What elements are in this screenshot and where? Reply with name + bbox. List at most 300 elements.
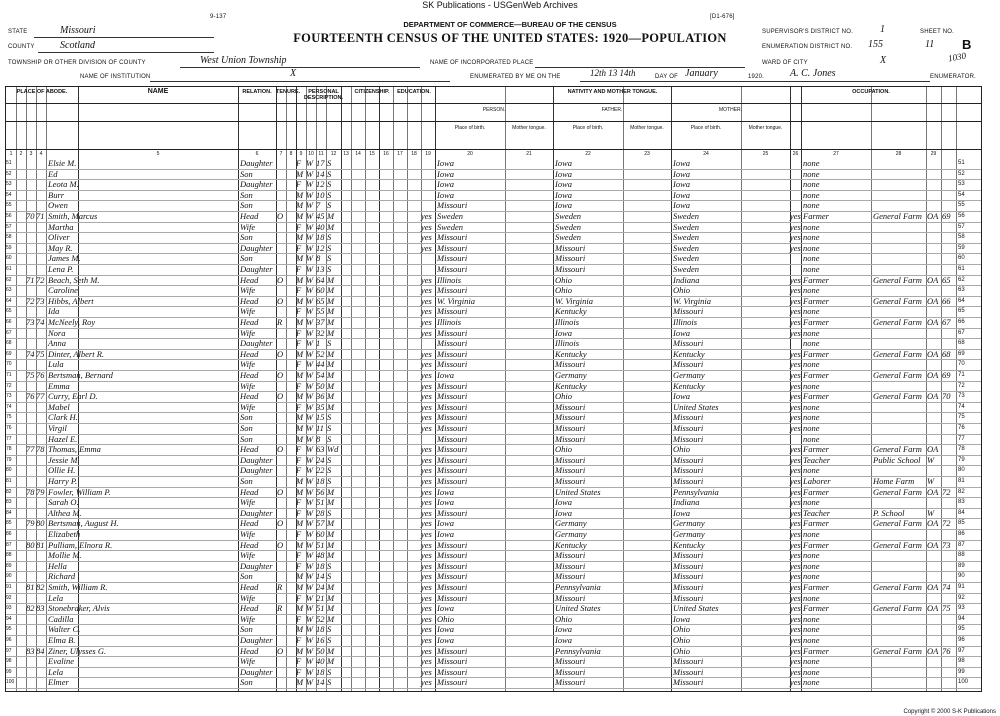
cell-marital: S (327, 423, 332, 433)
cell-sex: M (296, 168, 304, 179)
cell-sex: F (296, 444, 302, 455)
cell-marital: M (327, 295, 335, 306)
cell-mbirth: Iowa (673, 507, 690, 518)
cell-relation: Wife (240, 327, 256, 338)
cell-birth: Missouri (437, 401, 468, 412)
cell-marital: S (327, 200, 332, 211)
table-row (6, 583, 981, 592)
cell-occupation: none (803, 253, 820, 264)
table-row (6, 657, 981, 666)
cell-fbirth: Missouri (555, 242, 586, 253)
cell-emp: OA (927, 486, 939, 497)
cell-english: yes (421, 486, 432, 497)
cell-english: yes (790, 232, 801, 243)
cell-sex: M (296, 274, 304, 285)
cell-sex: M (296, 423, 304, 433)
cell-english: yes (790, 550, 801, 561)
cell-fbirth: Ohio (555, 613, 572, 624)
cell-english: yes (421, 444, 432, 455)
cell-occupation: Farmer (803, 582, 829, 592)
cell-english: yes (421, 592, 432, 603)
cell-sex: F (296, 613, 302, 624)
sheet-label: SHEET NO. (920, 29, 955, 35)
cell-english: yes (790, 242, 801, 253)
copyright-line: Copyright © 2000 S-K Publications (903, 709, 996, 715)
cell-age: 50 (316, 380, 325, 391)
cell-occupation: none (803, 571, 820, 582)
cell-name: Bertsman, Bernard (48, 370, 113, 380)
cell-industry: General Farm (873, 370, 922, 380)
cell-fbirth: Pennsylvania (555, 582, 601, 592)
cell-occupation: none (803, 433, 820, 444)
cell-occupation: none (803, 529, 820, 539)
cell-fbirth: Germany (555, 518, 587, 529)
cell-relation: Son (240, 253, 253, 264)
cell-english: yes (421, 635, 432, 645)
cell-birth: Ohio (437, 613, 454, 624)
cell-relation: Daughter (240, 560, 273, 571)
cell-occupation: none (803, 677, 820, 688)
township-value: West Union Township (200, 55, 287, 66)
cell-race: W (306, 370, 314, 380)
cell-birth: Missouri (437, 592, 468, 603)
column-number: 4 (39, 151, 43, 157)
cell-occupation: none (803, 338, 820, 349)
cell-english: yes (421, 370, 432, 380)
cell-mbirth: Sweden (673, 211, 699, 221)
cell-relation: Daughter (240, 338, 273, 349)
cell-mbirth: Kentucky (673, 539, 705, 550)
table-row (6, 594, 981, 603)
cell-birth: W. Virginia (437, 295, 475, 306)
cell-sex: F (296, 285, 302, 296)
cell-marital: M (327, 401, 335, 412)
line-number: 98 (6, 658, 12, 665)
column-number: 29 (930, 151, 937, 157)
cell-birth: Iowa (437, 189, 454, 200)
cell-marital: M (327, 529, 335, 539)
cell-mbirth: Kentucky (673, 348, 705, 359)
watermark-bar: SK Publications - USGenWeb Archives (422, 0, 578, 10)
cell-farm: 72 (942, 518, 951, 529)
cell-sex: F (296, 179, 302, 190)
cell-industry: General Farm (873, 645, 922, 656)
table-row (6, 625, 981, 634)
cell-english: yes (421, 656, 432, 667)
cell-english: yes (421, 401, 432, 412)
table-row (6, 636, 981, 645)
cell-occupation: none (803, 232, 820, 243)
cell-tenure: O (277, 370, 284, 380)
cell-english: yes (421, 603, 432, 614)
cell-fbirth: Iowa (555, 189, 572, 200)
cell-occupation: none (803, 465, 820, 476)
cell-emp: OA (927, 317, 939, 327)
cell-birth: Iowa (437, 603, 454, 614)
cell-industry: Home Farm (873, 476, 915, 486)
cell-farm: 66 (942, 295, 951, 306)
cell-mbirth: United States (673, 603, 719, 614)
cell-name: Ida (48, 306, 60, 317)
cell-birth: Missouri (437, 200, 468, 211)
line-number: 52 (958, 170, 965, 177)
cell-age: 21 (316, 592, 325, 603)
cell-name: Clark H. (48, 412, 78, 423)
cell-mbirth: Iowa (673, 158, 690, 168)
cell-sex: M (296, 391, 304, 402)
cell-name: Thomas, Emma (48, 444, 101, 455)
cell-english: yes (790, 677, 801, 688)
cell-english: yes (790, 444, 801, 455)
cell-marital: M (327, 370, 335, 380)
line-number: 52 (6, 170, 12, 177)
cell-name: Nora (48, 327, 66, 338)
cell-age: 18 (316, 624, 325, 635)
cell-birth: Iowa (437, 624, 454, 635)
cell-relation: Wife (240, 401, 256, 412)
line-number: 87 (6, 541, 12, 548)
line-number: 82 (6, 488, 12, 495)
table-row (6, 530, 981, 539)
line-number: 59 (958, 244, 965, 251)
group-citizenship: CITIZENSHIP. (354, 89, 390, 95)
cell-english: yes (790, 211, 801, 221)
line-number: 93 (958, 605, 965, 612)
cell-english: yes (790, 317, 801, 327)
cell-sex: M (296, 253, 304, 264)
cell-emp: OA (927, 518, 939, 529)
cell-race: W (306, 253, 314, 264)
cell-tenure: O (277, 391, 284, 402)
table-row (6, 360, 981, 369)
line-number: 60 (6, 255, 12, 262)
cell-age: 52 (316, 613, 325, 624)
line-number: 79 (958, 456, 965, 463)
column-number: 22 (585, 151, 591, 157)
cell-relation: Wife (240, 221, 256, 232)
cell-marital: S (327, 560, 332, 571)
cell-marital: S (327, 465, 332, 476)
cell-occupation: Teacher (803, 507, 831, 518)
line-number: 97 (958, 647, 965, 654)
cell-occupation: Laborer (803, 476, 831, 486)
cell-emp: OA (927, 645, 939, 656)
cell-sex: F (296, 656, 302, 667)
cell-race: W (306, 232, 314, 243)
line-number: 89 (6, 562, 12, 569)
cell-occupation: Farmer (803, 317, 829, 327)
cell-relation: Head (240, 518, 259, 529)
cell-mbirth: Pennsylvania (673, 486, 719, 497)
cell-fbirth: Kentucky (555, 539, 587, 550)
line-number: 86 (958, 531, 965, 537)
table-row (6, 307, 981, 316)
cell-birth: Missouri (437, 507, 468, 518)
line-number: 86 (6, 531, 12, 537)
cell-fbirth: Missouri (555, 560, 586, 571)
table-row (6, 392, 981, 401)
cell-dwelling: 76 (26, 391, 35, 402)
cell-race: W (306, 412, 314, 423)
cell-tenure: O (277, 539, 284, 550)
cell-mbirth: Iowa (673, 391, 690, 402)
cell-fbirth: Iowa (555, 624, 572, 635)
cell-race: W (306, 486, 314, 497)
cell-occupation: Farmer (803, 603, 829, 614)
cell-race: W (306, 666, 314, 677)
cell-family: 84 (36, 645, 45, 656)
cell-fbirth: Sweden (555, 211, 581, 221)
table-row (6, 265, 981, 274)
cell-age: 52 (316, 348, 325, 359)
cell-english: yes (790, 582, 801, 592)
cell-marital: M (327, 613, 335, 624)
cell-family: 75 (36, 348, 45, 359)
cell-marital: M (327, 274, 335, 285)
cell-mbirth: Missouri (673, 306, 704, 317)
cell-sex: M (296, 476, 304, 486)
cell-mbirth: W. Virginia (673, 295, 711, 306)
cell-birth: Missouri (437, 444, 468, 455)
line-number: 73 (958, 393, 965, 400)
cell-birth: Missouri (437, 391, 468, 402)
cell-industry: General Farm (873, 603, 922, 614)
cell-name: Beach, Seth M. (48, 274, 100, 285)
cell-age: 18 (316, 476, 325, 486)
cell-marital: S (327, 189, 332, 200)
cell-relation: Head (240, 391, 259, 402)
cell-birth: Sweden (437, 221, 463, 232)
cell-sex: M (296, 571, 304, 582)
cell-fbirth: Germany (555, 529, 587, 539)
cell-relation: Son (240, 624, 253, 635)
cell-english: yes (790, 656, 801, 667)
cell-name: Lula (48, 359, 64, 370)
cell-marital: S (327, 158, 332, 168)
cell-occupation: none (803, 656, 820, 667)
line-number: 89 (958, 562, 965, 569)
father-birth-header: Place of birth. (572, 125, 604, 131)
form-number: 9-137 (210, 14, 227, 20)
cell-marital: S (327, 338, 332, 349)
cell-birth: Missouri (437, 380, 468, 391)
cell-age: 54 (316, 370, 325, 380)
group-tenure: TENURE. (276, 89, 301, 95)
cell-birth: Missouri (437, 433, 468, 444)
group-personal: PERSONAL DESCRIPTION. (303, 89, 344, 101)
cell-relation: Head (240, 603, 259, 614)
cell-mbirth: Missouri (673, 571, 704, 582)
cell-dwelling: 75 (26, 370, 35, 380)
cell-english: yes (421, 476, 432, 486)
cell-occupation: none (803, 264, 820, 274)
table-row (6, 286, 981, 295)
table-row (6, 403, 981, 412)
cell-english: yes (421, 242, 432, 253)
cell-fbirth: Missouri (555, 656, 586, 667)
cell-birth: Iowa (437, 370, 454, 380)
cell-family: 73 (36, 295, 45, 306)
cell-fbirth: Missouri (555, 401, 586, 412)
line-number: 64 (958, 297, 965, 304)
cell-birth: Missouri (437, 550, 468, 561)
cell-mbirth: Illinois (673, 317, 698, 327)
line-number: 67 (6, 329, 12, 336)
cell-age: 14 (316, 571, 325, 582)
cell-age: 18 (316, 560, 325, 571)
cell-occupation: none (803, 635, 820, 645)
cell-relation: Wife (240, 380, 256, 391)
cell-english: yes (421, 518, 432, 529)
cell-relation: Daughter (240, 179, 273, 190)
column-number: 10 (308, 151, 314, 157)
line-number: 99 (958, 668, 965, 675)
cell-relation: Head (240, 274, 259, 285)
mother-birth-header: Place of birth. (690, 125, 722, 131)
cell-marital: S (327, 624, 332, 635)
cell-occupation: none (803, 401, 820, 412)
cell-mbirth: Missouri (673, 656, 704, 667)
cell-sex: M (296, 603, 304, 614)
cell-sex: F (296, 454, 302, 465)
cell-race: W (306, 285, 314, 296)
cell-industry: General Farm (873, 486, 922, 497)
table-row (6, 212, 981, 221)
cell-race: W (306, 592, 314, 603)
cell-relation: Head (240, 370, 259, 380)
cell-industry: General Farm (873, 295, 922, 306)
cell-age: 36 (316, 391, 325, 402)
cell-sex: M (296, 412, 304, 423)
column-number: 8 (289, 151, 293, 157)
cell-mbirth: Germany (673, 529, 705, 539)
cell-english: yes (790, 359, 801, 370)
line-number: 70 (6, 361, 12, 368)
cell-age: 17 (316, 158, 325, 168)
line-number: 75 (958, 414, 965, 421)
cell-name: Hella (48, 560, 67, 571)
cell-mbirth: Missouri (673, 454, 704, 465)
cell-english: yes (790, 635, 801, 645)
cell-english: yes (421, 221, 432, 232)
table-row (6, 604, 981, 613)
cell-age: 57 (316, 518, 325, 529)
cell-dwelling: 82 (26, 603, 35, 614)
cell-occupation: Farmer (803, 391, 829, 402)
enumerator-label: ENUMERATOR. (930, 74, 976, 80)
cell-race: W (306, 401, 314, 412)
cell-marital: M (327, 497, 335, 508)
cell-name: Lela (48, 666, 64, 677)
enumerator-value: A. C. Jones (790, 68, 836, 79)
table-row (6, 466, 981, 475)
cell-fbirth: Sweden (555, 221, 581, 232)
cell-farm: 73 (942, 539, 951, 550)
table-row (6, 223, 981, 232)
cell-marital: M (327, 327, 335, 338)
cell-english: yes (790, 603, 801, 614)
cell-relation: Wife (240, 613, 256, 624)
cell-emp: OA (927, 370, 939, 380)
cell-marital: M (327, 348, 335, 359)
column-number: 26 (792, 151, 799, 157)
cell-mbirth: Iowa (673, 613, 690, 624)
cell-english: yes (421, 317, 432, 327)
cell-mbirth: Missouri (673, 359, 704, 370)
cell-age: 10 (316, 189, 325, 200)
cell-marital: M (327, 645, 335, 656)
line-number: 58 (958, 234, 965, 241)
column-number: 1 (9, 151, 13, 157)
cell-sex: M (296, 232, 304, 243)
line-number: 81 (6, 478, 12, 484)
cell-race: W (306, 242, 314, 253)
cell-tenure: O (277, 274, 284, 285)
enum-district-label: ENUMERATION DISTRICT NO. (762, 44, 853, 50)
cell-english: yes (421, 497, 432, 508)
cell-english: yes (790, 401, 801, 412)
table-row (6, 159, 981, 168)
cell-english: yes (421, 423, 432, 433)
cell-english: yes (421, 285, 432, 296)
cell-relation: Son (240, 677, 253, 688)
table-row (6, 498, 981, 507)
group-mother: MOTHER. (718, 107, 743, 113)
column-number: 3 (29, 151, 33, 157)
cell-emp: OA (927, 274, 939, 285)
cell-industry: General Farm (873, 317, 922, 327)
cell-english: yes (790, 327, 801, 338)
cell-relation: Wife (240, 497, 256, 508)
cell-occupation: Farmer (803, 370, 829, 380)
cell-relation: Wife (240, 306, 256, 317)
line-number: 84 (6, 509, 12, 516)
cell-tenure: R (277, 603, 283, 614)
cell-sex: M (296, 317, 304, 327)
cell-fbirth: Missouri (555, 454, 586, 465)
cell-marital: M (327, 359, 335, 370)
line-number: 51 (6, 160, 12, 166)
cell-race: W (306, 550, 314, 561)
line-number: 95 (6, 626, 12, 633)
cell-english: yes (421, 306, 432, 317)
cell-race: W (306, 560, 314, 571)
cell-sex: M (296, 582, 304, 592)
cell-race: W (306, 295, 314, 306)
cell-name: Anna (48, 338, 66, 349)
cell-english: yes (421, 582, 432, 592)
cell-sex: F (296, 242, 302, 253)
cell-emp: OA (927, 348, 939, 359)
cell-tenure: O (277, 444, 284, 455)
cell-industry: General Farm (873, 444, 922, 455)
line-number: 72 (6, 382, 12, 389)
cell-dwelling: 78 (26, 486, 35, 497)
cell-marital: S (327, 242, 332, 253)
cell-name: Lela (48, 592, 64, 603)
cell-marital: S (327, 412, 332, 423)
cell-occupation: none (803, 359, 820, 370)
cell-fbirth: Missouri (555, 423, 586, 433)
cell-fbirth: Missouri (555, 550, 586, 561)
cell-fbirth: Missouri (555, 433, 586, 444)
cell-english: yes (421, 232, 432, 243)
cell-race: W (306, 264, 314, 274)
cell-relation: Son (240, 433, 253, 444)
cell-relation: Son (240, 412, 253, 423)
line-number: 53 (6, 181, 12, 188)
cell-mbirth: Iowa (673, 179, 690, 190)
